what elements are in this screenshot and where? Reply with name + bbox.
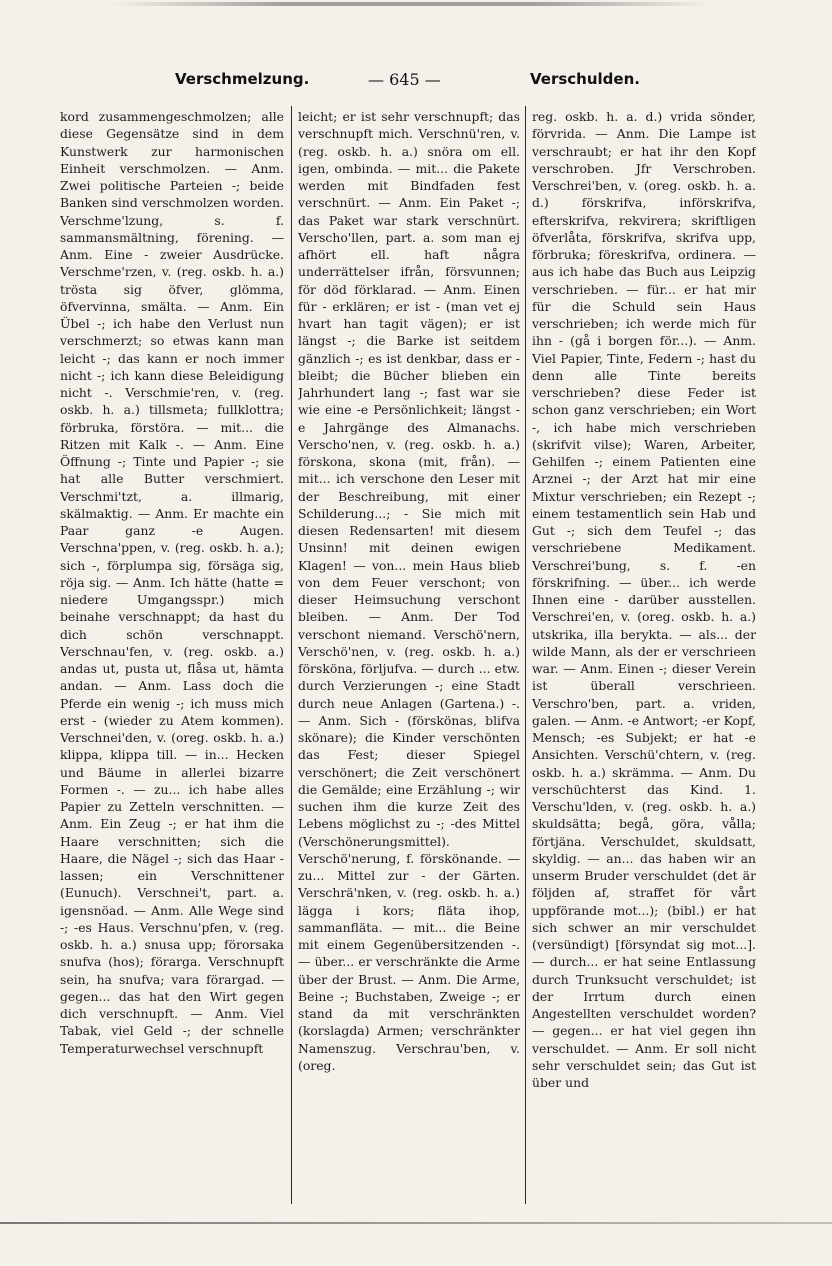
header-right-catchword: Verschulden. bbox=[530, 70, 640, 88]
text-column-1 bbox=[60, 108, 284, 1200]
text-column-2 bbox=[298, 108, 520, 1200]
text-column-3 bbox=[532, 108, 756, 1200]
column-2-text: leicht; er ist sehr verschnupft; das verschnupft mich. Verschnü'ren, v. (reg. oskb. h. a.) snöra om ell. igen, ombinda. — mit... die Pakete werden mit Bindfaden fest verschnürt. — Anm. Ein Paket -; das Paket war stark verschnürt. Verscho'llen, part. a. som man ej afhört ell. haft några underrättelser ifrån, försvunnen; för död förklarad. — Anm. Einen für - erklären; er ist - (man vet ej hvart han tagit vägen); er ist längst -; die Barke ist seitdem gänzlich -; es ist denkbar, dass er - bleibt; die Bücher blieben ein Jahrhundert lang -; fast war sie wie eine -e Persönlichkeit; längst -e Jahrgänge des Almanachs. Verscho'nen, v. (reg. oskb. h. a.) förskona, skona (mit, från). — mit... ich verschone den Leser mit der Beschreibung, mit einer Schilderung...; - Sie mich mit diesen Redensarten! mit diesem Unsinn! mit deinen ewigen Klagen! — von... mein Haus blieb von dem Feuer verschont; von dieser Heimsuchung verschont bleiben. — Anm. Der Tod verschont niemand. Verschö'nern, Verschö'nen, v. (reg. oskb. h. a.) försköna, förljufva. — durch ... etw. durch Verzierungen -; eine Stadt durch neue Anlagen (Gartena.) -. — Anm. Sich - (förskönas, blifva skönare); die Kinder verschönten das Fest; dieser Spiegel verschönert; die Zeit verschönert die Gemälde; eine Erzählung -; wir suchen ihm die kurze Zeit des Lebens möglichst zu -; -des Mittel (Verschönerungsmittel). Verschö'nerung, f. förskönande. — zu... Mittel zur - der Gärten. Verschrä'nken, v. (reg. oskb. h. a.) lägga i kors; fläta ihop, sammanfläta. — mit... die Beine mit einem Gegenübersitzenden -. — über... er verschränkte die Arme über der Brust. — Anm. Die Arme, Beine -; Buchstaben, Zweige -; er stand da mit verschränkten (korslagda) Armen; verschränkter Namenszug. Verschrau'ben, v. (oreg. bbox=[298, 109, 520, 1073]
column-1-text: kord zusammengeschmolzen; alle diese Gegensätze sind in dem Kunstwerk zur harmonischen Einheit verschmolzen. — Anm. Zwei politische Parteien -; beide Banken sind verschmolzen worden. Verschme'lzung, s. f. sammansmältning, förening. — Anm. Eine - zweier Ausdrücke. Verschme'rzen, v. (reg. oskb. h. a.) trösta sig öfver, glömma, öfvervinna, smälta. — Anm. Ein Übel -; ich habe den Verlust nun verschmerzt; so etwas kann man leicht -; das kann er noch immer nicht -; ich kann diese Beleidigung nicht -. Verschmie'ren, v. (reg. oskb. h. a.) tillsmeta; fullklottra; förbruka, förstöra. — mit... die Ritzen mit Kalk -. — Anm. Eine Öffnung -; Tinte und Papier -; sie hat alle Butter verschmiert. Verschmi'tzt, a. illmarig, skälmaktig. — Anm. Er machte ein Paar ganz -e Augen. Verschna'ppen, v. (reg. oskb. h. a.); sich -, förplumpa sig, försäga sig, röja sig. — Anm. Ich hätte (hatte = niedere Umgangsspr.) mich beinahe verschnappt; da hast du dich schön verschnappt. Verschnau'fen, v. (reg. oskb. a.) andas ut, pusta ut, flåsa ut, hämta andan. — Anm. Lass doch die Pferde ein wenig -; ich muss mich erst - (wieder zu Atem kommen). Verschnei'den, v. (oreg. oskb. h. a.) klippa, klippa till. — in... Hecken und Bäume in allerlei bizarre Formen -. — zu... ich habe alles Papier zu Zetteln verschnitten. — Anm. Ein Zeug -; er hat ihm die Haare verschnitten; sich die Haare, die Nägel -; sich das Haar - lassen; ein Verschnittener (Eunuch). Verschnei't, part. a. igensnöad. — Anm. Alle Wege sind -; -es Haus. Verschnu'pfen, v. (reg. oskb. h. a.) snusa upp; förorsaka snufva (hos); förarga. Verschnupft sein, ha snufva; vara förargad. — gegen... das hat den Wirt gegen dich verschnupft. — Anm. Viel Tabak, viel Geld -; der schnelle Temperaturwechsel verschnupft bbox=[60, 109, 284, 1056]
running-header bbox=[60, 64, 780, 94]
column-divider-1 bbox=[291, 106, 292, 1204]
top-scan-edge bbox=[110, 2, 710, 6]
bottom-scan-edge bbox=[0, 1222, 832, 1224]
column-3-text: reg. oskb. h. a. d.) vrida sönder, förvrida. — Anm. Die Lampe ist verschraubt; er hat ihr den Kopf verschroben. Jfr Verschroben. Verschrei'ben, v. (oreg. oskb. h. a. d.) förskrifva, införskrifva, efterskrifva, rekvirera; skriftligen öfverlåta, förskrifva, skrifva upp, förbruka; föreskrifva, ordinera. — aus ich habe das Buch aus Leipzig verschrieben. — für... er hat mir für die Schuld sein Haus verschrieben; ich werde mich für ihn - (gå i borgen för...). — Anm. Viel Papier, Tinte, Federn -; hast du denn alle Tinte bereits verschrieben? diese Feder ist schon ganz verschrieben; ein Wort -, ich habe mich verschrieben (skrifvit vilse); Waren, Arbeiter, Gehilfen -; einem Patienten eine Arznei -; der Arzt hat mir eine Mixtur verschrieben; ein Rezept -; einem testamentlich sein Hab und Gut -; sich dem Teufel -; das verschriebene Medikament. Verschrei'bung, s. f. -en förskrifning. — über... ich werde Ihnen eine - darüber ausstellen. Verschrei'en, v. (oreg. oskb. h. a.) utskrika, illa berykta. — als... der wilde Mann, als der er verschrieen war. — Anm. Einen -; dieser Verein ist überall verschrieen. Verschro'ben, part. a. vriden, galen. — Anm. -e Antwort; -er Kopf, Mensch; -es Subjekt; er hat -e Ansichten. Verschü'chtern, v. (reg. oskb. h. a.) skrämma. — Anm. Du verschüchterst das Kind. 1. Verschu'lden, v. (reg. oskb. h. a.) skuldsätta; begå, göra, vålla; förtjäna. Verschuldet, skuldsatt, skyldig. — an... das haben wir an unserm Bruder verschuldet (det är följden af, straffet för vårt uppförande mot...); (bibl.) er hat sich schwer an mir verschuldet (versündigt) [försyndat sig mot...]. — durch... er hat seine Entlassung durch Trunksucht verschuldet; ist der Irrtum durch einen Angestellten verschuldet worden? — gegen... er hat viel gegen ihn verschuldet. — Anm. Er soll nicht sehr verschuldet sein; das Gut ist über und bbox=[532, 109, 756, 1090]
header-left-catchword: Verschmelzung. bbox=[175, 70, 310, 88]
page-number: — 645 — bbox=[368, 70, 441, 89]
column-divider-2 bbox=[525, 106, 526, 1204]
